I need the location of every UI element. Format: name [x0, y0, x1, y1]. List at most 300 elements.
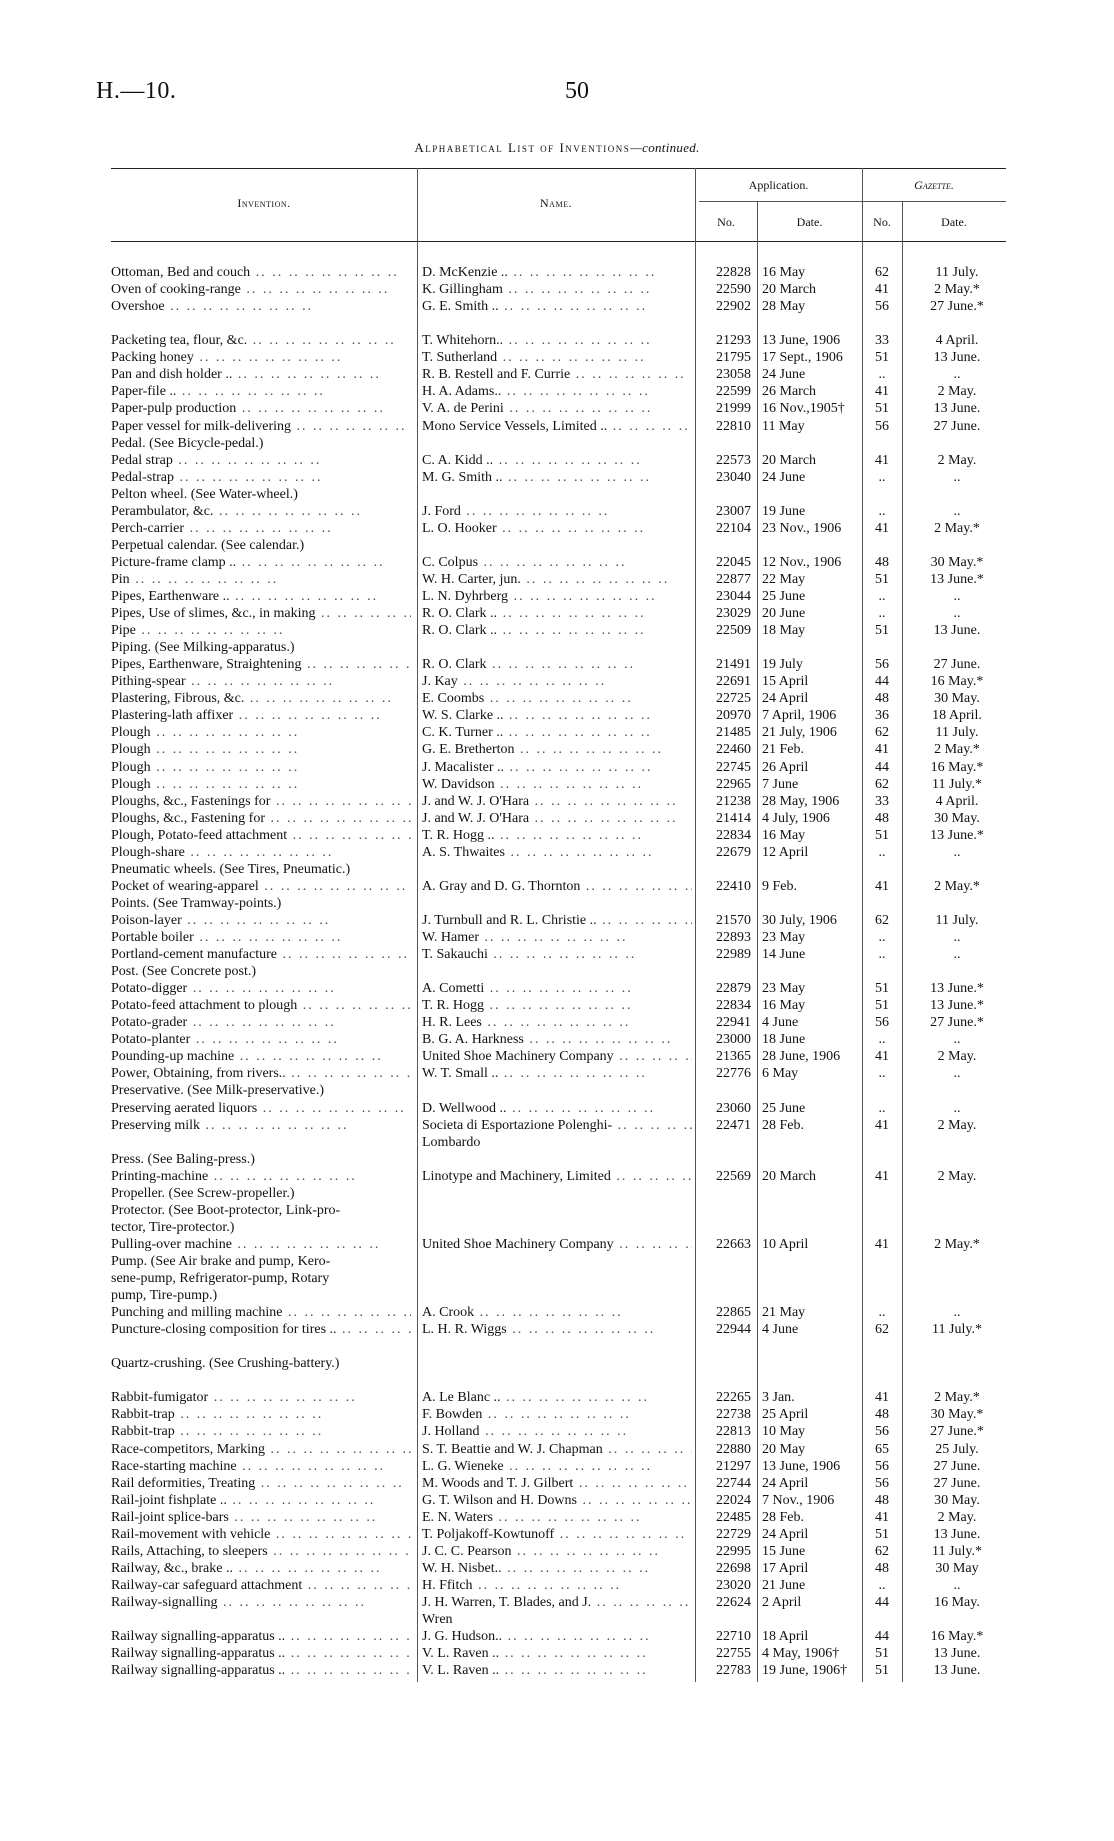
table-row: [111, 724, 1006, 741]
application-number-cell: 22965: [716, 776, 751, 792]
name-cell: V. A. de Perini .. .: [422, 400, 692, 417]
gazette-number-cell: 48: [875, 691, 889, 707]
gazette-date-cell: 2 May.*: [934, 1390, 980, 1406]
application-number-cell: 21238: [716, 793, 751, 809]
application-number-cell: 22679: [716, 844, 751, 860]
application-number-cell: 22738: [716, 1407, 751, 1423]
application-date-cell: 18 April: [762, 1629, 809, 1644]
gazette-number-cell: 51: [875, 623, 889, 639]
application-number-cell: 22624: [716, 1594, 751, 1610]
invention-cell: sene-pump, Refrigerator-pump, Rotary: [111, 1271, 330, 1286]
invention-cell: Plough .. .: [111, 776, 411, 793]
name-cell: R. O. Clark .. .: [422, 656, 692, 673]
gazette-date-cell: 11 July.: [935, 725, 979, 741]
application-date-cell: 25 April: [762, 1407, 809, 1423]
name-cell: J. H. Warren, T. Blades, and J. .. .: [422, 1594, 692, 1611]
application-date-cell: 7 June: [762, 776, 799, 792]
invention-cell: Railway, &c., brake .. .. .: [111, 1560, 411, 1577]
application-number-cell: 22880: [716, 1441, 751, 1457]
table-row: [111, 503, 1006, 520]
application-date-cell: 7 April, 1906: [762, 708, 837, 724]
application-number-cell: 22698: [716, 1560, 751, 1576]
application-number-cell: 22573: [716, 452, 751, 468]
application-date-cell: 12 Nov., 1906: [762, 554, 842, 570]
application-date-cell: 28 Feb.: [762, 1509, 804, 1525]
table-row: [111, 264, 1006, 281]
invention-cell: Ploughs, &c., Fastening for .. .: [111, 810, 411, 827]
application-date-cell: 24 April: [762, 1475, 809, 1491]
name-cell: United Shoe Machinery Company .. .: [422, 1048, 692, 1065]
gazette-date-cell: 16 May.*: [930, 674, 984, 690]
table-row: [111, 1304, 1006, 1321]
invention-cell: Preserving milk .. .: [111, 1117, 411, 1134]
header-gaz-no: No.: [873, 215, 891, 229]
gazette-number-cell: 33: [875, 333, 889, 349]
gazette-number-cell: 62: [875, 776, 889, 792]
table-row: [111, 1645, 1006, 1662]
gazette-number-cell: 44: [875, 759, 889, 775]
gazette-number-cell: ..: [878, 1066, 886, 1082]
gazette-date-cell: 27 June.: [933, 1458, 981, 1474]
invention-cell: Pulling-over machine .. .: [111, 1236, 411, 1253]
gazette-date-cell: 13 June.*: [930, 981, 984, 997]
name-cell: C. K. Turner .. .. .: [422, 724, 692, 741]
name-cell: C. A. Kidd .. .. .: [422, 452, 692, 469]
invention-cell: Printing-machine .. .: [111, 1168, 411, 1185]
invention-cell: Quartz-crushing. (See Crushing-battery.): [111, 1356, 340, 1372]
gazette-date-cell: 27 June.: [933, 1475, 981, 1491]
gazette-number-cell: 62: [875, 265, 889, 280]
application-number-cell: 21491: [716, 657, 751, 673]
application-number-cell: 22877: [716, 571, 751, 587]
application-number-cell: 22834: [716, 998, 751, 1014]
gazette-number-cell: ..: [878, 1100, 886, 1116]
gazette-number-cell: ..: [878, 930, 886, 945]
application-number-cell: 22813: [716, 1424, 751, 1440]
gazette-number-cell: 62: [875, 912, 889, 928]
application-number-cell: 22460: [716, 742, 751, 758]
application-date-cell: 21 June: [762, 1577, 806, 1593]
invention-cell: Power, Obtaining, from rivers.. .. .: [111, 1065, 411, 1082]
invention-cell: pump, Tire-pump.): [111, 1288, 218, 1303]
table-row: [111, 1048, 1006, 1065]
invention-cell: Rabbit-fumigator .. .: [111, 1389, 411, 1406]
table-row: [111, 1355, 1006, 1372]
invention-cell: Plough, Potato-feed attachment .. .: [111, 827, 411, 844]
application-date-cell: 20 March: [762, 1168, 817, 1184]
page-title: [0, 140, 1114, 156]
application-date-cell: 20 June: [762, 606, 806, 621]
application-date-cell: 19 July: [762, 657, 803, 673]
table-row: [111, 537, 1006, 554]
gazette-date-cell: 11 July.: [935, 265, 979, 280]
header-app-date: Date.: [796, 215, 823, 229]
name-cell: Linotype and Machinery, Limited .. .: [422, 1168, 692, 1185]
application-date-cell: 23 May: [762, 981, 806, 997]
invention-cell: Pipes, Earthenware, Straightening .. .: [111, 656, 411, 673]
gazette-date-cell: 30 May.: [934, 691, 980, 707]
table-row: [111, 1526, 1006, 1543]
table-row: [111, 1031, 1006, 1048]
gazette-date-cell: 2 May.*: [934, 878, 980, 894]
application-date-cell: 25 June: [762, 1100, 806, 1116]
invention-cell: Railway-car safeguard attachment .. .: [111, 1577, 411, 1594]
name-cell: J. and W. J. O'Hara .. .: [422, 793, 692, 810]
name-cell: J. G. Hudson.. .. .: [422, 1628, 692, 1645]
gazette-date-cell: ..: [953, 503, 961, 519]
gazette-date-cell: 27 June.: [933, 657, 981, 673]
invention-cell: Post. (See Concrete post.): [111, 964, 257, 980]
gazette-date-cell: ..: [953, 1100, 961, 1116]
invention-cell: Ottoman, Bed and couch .. .: [111, 264, 411, 281]
name-cell: W. Davidson .. .: [422, 776, 692, 793]
gazette-number-cell: ..: [878, 1305, 886, 1320]
gazette-date-cell: 13 June.: [933, 623, 981, 639]
name-cell: A. Le Blanc .. .. .: [422, 1389, 692, 1406]
gazette-number-cell: 56: [875, 299, 889, 315]
invention-cell: Pounding-up machine .. .: [111, 1048, 411, 1065]
gazette-number-cell: 48: [875, 1407, 889, 1423]
application-date-cell: 21 July, 1906: [762, 725, 837, 741]
application-number-cell: 21795: [716, 350, 751, 366]
table-row: [111, 332, 1006, 349]
gazette-date-cell: 13 June.: [933, 1646, 981, 1661]
gazette-date-cell: ..: [953, 1305, 961, 1320]
gazette-date-cell: 27 June.: [933, 418, 981, 434]
gazette-number-cell: 41: [875, 1236, 889, 1252]
gazette-date-cell: ..: [953, 1032, 961, 1048]
gazette-date-cell: 4 April.: [935, 793, 979, 809]
application-date-cell: 28 May, 1906: [762, 793, 840, 809]
table-row: [111, 639, 1006, 656]
table-row: [111, 759, 1006, 776]
invention-cell: Punching and milling machine .. .: [111, 1304, 411, 1321]
table-row: [111, 1202, 1006, 1219]
name-cell: F. Bowden .. .: [422, 1406, 692, 1423]
header-invention: Invention.: [237, 196, 291, 210]
invention-cell: Race-competitors, Marking .. .: [111, 1441, 411, 1458]
table-row: [111, 1611, 1006, 1628]
gazette-number-cell: 62: [875, 1322, 889, 1338]
name-cell: A. Gray and D. G. Thornton .. .: [422, 878, 692, 895]
gazette-number-cell: 62: [875, 1543, 889, 1559]
gazette-number-cell: ..: [878, 947, 886, 962]
gazette-date-cell: ..: [953, 930, 961, 945]
application-date-cell: 26 April: [762, 759, 809, 775]
application-number-cell: 21365: [716, 1049, 751, 1065]
table-row: [111, 1560, 1006, 1577]
table-row: [111, 1185, 1006, 1202]
header-app-no: No.: [717, 215, 735, 229]
gazette-date-cell: 27 June.*: [930, 299, 984, 315]
gazette-number-cell: ..: [878, 469, 886, 485]
gazette-number-cell: 48: [875, 810, 889, 826]
application-number-cell: 21999: [716, 401, 751, 417]
gazette-number-cell: 51: [875, 998, 889, 1014]
gazette-number-cell: 36: [875, 708, 889, 724]
gazette-date-cell: 30 May.*: [930, 554, 984, 570]
invention-cell: Paper-file .. .. .: [111, 383, 411, 400]
invention-cell: Perch-carrier .. .: [111, 520, 411, 537]
invention-cell: Rail-joint fishplate .. .. .: [111, 1492, 411, 1509]
application-number-cell: 23000: [716, 1032, 751, 1048]
table-row: [111, 605, 1006, 622]
table-row: [111, 878, 1006, 895]
name-cell: A. Crook .. .: [422, 1304, 692, 1321]
application-date-cell: 17 Sept., 1906: [762, 350, 843, 366]
name-cell: G. T. Wilson and H. Downs .. .: [422, 1492, 692, 1509]
gazette-number-cell: 51: [875, 1646, 889, 1661]
table-row: [111, 622, 1006, 639]
table-row: [111, 1423, 1006, 1440]
document-reference: H.—10.: [96, 78, 177, 104]
invention-cell: Perpetual calendar. (See calendar.): [111, 537, 305, 553]
gazette-number-cell: 41: [875, 282, 889, 297]
application-number-cell: 22834: [716, 827, 751, 843]
table-row: [111, 349, 1006, 366]
application-number-cell: 22265: [716, 1390, 751, 1406]
gazette-date-cell: ..: [953, 367, 961, 383]
invention-cell: Rail deformities, Treating .. .: [111, 1475, 411, 1492]
name-cell: C. Colpus .. .: [422, 554, 692, 571]
application-date-cell: 21 May: [762, 1305, 806, 1320]
header-application: Application.: [748, 178, 809, 192]
application-number-cell: 22691: [716, 674, 751, 690]
application-number-cell: 22024: [716, 1492, 751, 1508]
invention-cell: Rails, Attaching, to sleepers .. .: [111, 1543, 411, 1560]
application-number-cell: 22471: [716, 1117, 751, 1133]
name-cell: W. H. Carter, jun. .. .: [422, 571, 692, 588]
name-cell: M. Woods and T. J. Gilbert .. .: [422, 1475, 692, 1492]
name-cell: S. T. Beattie and W. J. Chapman .. .: [422, 1441, 692, 1458]
name-cell: A. Cometti .. .: [422, 980, 692, 997]
application-number-cell: 22663: [716, 1236, 751, 1252]
gazette-number-cell: 56: [875, 1458, 889, 1474]
name-cell: Lombardo: [422, 1134, 481, 1150]
invention-cell: Picture-frame clamp .. .. .: [111, 554, 411, 571]
name-cell: D. McKenzie .. .. .: [422, 264, 692, 281]
application-number-cell: 22941: [716, 1015, 751, 1031]
invention-cell: Overshoe .. .: [111, 298, 411, 315]
gazette-date-cell: 4 April.: [935, 333, 979, 349]
gazette-number-cell: 62: [875, 725, 889, 741]
application-number-cell: 22944: [716, 1322, 751, 1338]
name-cell: J. Ford .. .: [422, 503, 692, 520]
table-row: [111, 707, 1006, 724]
application-date-cell: 7 Nov., 1906: [762, 1492, 835, 1508]
gazette-number-cell: 41: [875, 878, 889, 894]
name-cell: H. A. Adams.. .. .: [422, 383, 692, 400]
table-row: [111, 929, 1006, 946]
application-date-cell: 23 May: [762, 930, 806, 945]
invention-cell: Rabbit-trap .. .: [111, 1423, 411, 1440]
application-date-cell: 15 June: [762, 1543, 806, 1559]
table-row: [111, 793, 1006, 810]
table-row: [111, 1270, 1006, 1287]
invention-cell: Pin .. .: [111, 571, 411, 588]
gazette-number-cell: 51: [875, 350, 889, 366]
invention-cell: Plough .. .: [111, 759, 411, 776]
table-row: [111, 810, 1006, 827]
gazette-number-cell: 48: [875, 554, 889, 570]
invention-cell: Pocket of wearing-apparel .. .: [111, 878, 411, 895]
table-row: [111, 400, 1006, 417]
gazette-date-cell: 27 June.*: [930, 1424, 984, 1440]
name-cell: J. Holland .. .: [422, 1423, 692, 1440]
gazette-date-cell: 13 June.*: [930, 827, 984, 843]
name-cell: E. Coombs .. .: [422, 690, 692, 707]
name-cell: V. L. Raven .. .. .: [422, 1662, 692, 1679]
invention-cell: Pump. (See Air brake and pump, Kero-: [111, 1253, 331, 1269]
gazette-number-cell: 51: [875, 571, 889, 587]
table-row: [111, 1219, 1006, 1236]
application-date-cell: 16 May: [762, 265, 806, 280]
name-cell: R. O. Clark .. .. .: [422, 605, 692, 622]
name-cell: M. G. Smith .. .. .: [422, 469, 692, 486]
name-cell: R. O. Clark .. .. .: [422, 622, 692, 639]
table-row: [111, 1441, 1006, 1458]
gazette-date-cell: 2 May.: [937, 452, 977, 468]
application-number-cell: 22810: [716, 418, 751, 434]
table-row: [111, 1168, 1006, 1185]
gazette-date-cell: 13 June.*: [930, 571, 984, 587]
name-cell: J. Turnbull and R. L. Christie .. .. .: [422, 912, 692, 929]
table-row: [111, 383, 1006, 400]
gazette-number-cell: 51: [875, 981, 889, 997]
name-cell: W. H. Nisbet.. .. .: [422, 1560, 692, 1577]
invention-cell: Pedal. (See Bicycle-pedal.): [111, 435, 264, 451]
table-row: [111, 827, 1006, 844]
invention-cell: Pelton wheel. (See Water-wheel.): [111, 486, 298, 502]
application-number-cell: 23060: [716, 1100, 751, 1116]
table-row: [111, 1475, 1006, 1492]
gazette-date-cell: 30 May.: [934, 1492, 980, 1508]
application-date-cell: 15 April: [762, 674, 809, 690]
table-row: [111, 963, 1006, 980]
table-row: [111, 520, 1006, 537]
application-number-cell: 22776: [716, 1066, 751, 1082]
invention-cell: Pipes, Use of slimes, &c., in making .. .: [111, 605, 411, 622]
table-top-rule: [111, 168, 1006, 169]
gazette-date-cell: 11 July.: [935, 912, 979, 928]
application-number-cell: 23007: [716, 503, 751, 519]
invention-cell: Plough-share .. .: [111, 844, 411, 861]
gazette-number-cell: 51: [875, 1526, 889, 1542]
table-row: [111, 588, 1006, 605]
application-date-cell: 24 June: [762, 469, 806, 485]
table-row: [111, 741, 1006, 758]
application-number-cell: 22783: [716, 1663, 751, 1679]
name-cell: D. Wellwood .. .. .: [422, 1100, 692, 1117]
application-number-cell: 22590: [716, 282, 751, 297]
invention-cell: Pneumatic wheels. (See Tires, Pneumatic.): [111, 861, 351, 877]
application-number-cell: 21297: [716, 1458, 751, 1474]
invention-cell: Plastering-lath affixer .. .: [111, 707, 411, 724]
table-row: [111, 776, 1006, 793]
application-date-cell: 28 Feb.: [762, 1117, 804, 1133]
name-cell: L. H. R. Wiggs .. .: [422, 1321, 692, 1338]
gazette-date-cell: ..: [953, 469, 961, 485]
gazette-date-cell: 2 May.: [937, 1168, 977, 1184]
gazette-date-cell: 11 July.*: [932, 1322, 982, 1338]
gazette-number-cell: 56: [875, 418, 889, 434]
gazette-date-cell: 2 May.: [937, 1049, 977, 1065]
gazette-number-cell: 56: [875, 1015, 889, 1031]
name-cell: G. E. Bretherton .. .: [422, 741, 692, 758]
table-row: [111, 435, 1006, 452]
application-date-cell: 19 June, 1906†: [762, 1663, 848, 1679]
application-number-cell: 22902: [716, 299, 751, 315]
table-row: [111, 469, 1006, 486]
table-row: [111, 486, 1006, 503]
gazette-number-cell: 51: [875, 401, 889, 417]
gazette-date-cell: ..: [953, 844, 961, 860]
table-row: [111, 656, 1006, 673]
application-date-cell: 14 June: [762, 947, 806, 962]
name-cell: Wren: [422, 1612, 453, 1627]
name-cell: J. and W. J. O'Hara .. .: [422, 810, 692, 827]
application-number-cell: 22745: [716, 759, 751, 775]
table-row: [111, 946, 1006, 963]
table-row: [111, 1492, 1006, 1509]
table-row: [111, 315, 1006, 332]
table-row: [111, 571, 1006, 588]
gazette-date-cell: 13 June.: [933, 1526, 981, 1542]
table-row: [111, 1406, 1006, 1423]
name-cell: G. E. Smith .. .. .: [422, 298, 692, 315]
invention-cell: Piping. (See Milking-apparatus.): [111, 640, 295, 656]
gazette-date-cell: 2 May.: [937, 384, 977, 400]
application-date-cell: 10 May: [762, 1424, 806, 1440]
application-date-cell: 18 June: [762, 1032, 806, 1048]
table-row: [111, 1509, 1006, 1526]
gazette-number-cell: 41: [875, 520, 889, 536]
table-row: [111, 281, 1006, 298]
application-number-cell: 21485: [716, 725, 751, 741]
gazette-number-cell: 44: [875, 1594, 889, 1610]
name-cell: A. S. Thwaites .. .: [422, 844, 692, 861]
invention-cell: Pedal-strap .. .: [111, 469, 411, 486]
application-date-cell: 20 March: [762, 452, 817, 468]
gazette-date-cell: 13 June.: [933, 401, 981, 417]
name-cell: T. Poljakoff-Kowtunoff .. .: [422, 1526, 692, 1543]
application-date-cell: 24 April: [762, 1526, 809, 1542]
application-number-cell: 22989: [716, 947, 751, 962]
table-row: [111, 997, 1006, 1014]
invention-cell: Pipe .. .: [111, 622, 411, 639]
invention-cell: Potato-feed attachment to plough .. .: [111, 997, 411, 1014]
application-date-cell: 22 May: [762, 571, 806, 587]
table-row: [111, 673, 1006, 690]
table-row: [111, 912, 1006, 929]
invention-cell: Oven of cooking-range .. .: [111, 281, 411, 298]
invention-cell: Railway-signalling .. .: [111, 1594, 411, 1611]
gazette-number-cell: 65: [875, 1441, 889, 1457]
application-date-cell: 16 May: [762, 827, 806, 843]
page-number: 50: [565, 78, 589, 104]
application-number-cell: 22599: [716, 384, 751, 400]
invention-cell: Rabbit-trap .. .: [111, 1406, 411, 1423]
invention-cell: Plough .. .: [111, 741, 411, 758]
name-cell: B. G. A. Harkness .. .: [422, 1031, 692, 1048]
table-row: [111, 895, 1006, 912]
table-row: [111, 1389, 1006, 1406]
application-date-cell: 28 May: [762, 299, 806, 315]
invention-cell: Plough .. .: [111, 724, 411, 741]
application-date-cell: 10 April: [762, 1236, 809, 1252]
application-number-cell: 22104: [716, 520, 751, 536]
header-gaz-date: Date.: [941, 215, 967, 229]
